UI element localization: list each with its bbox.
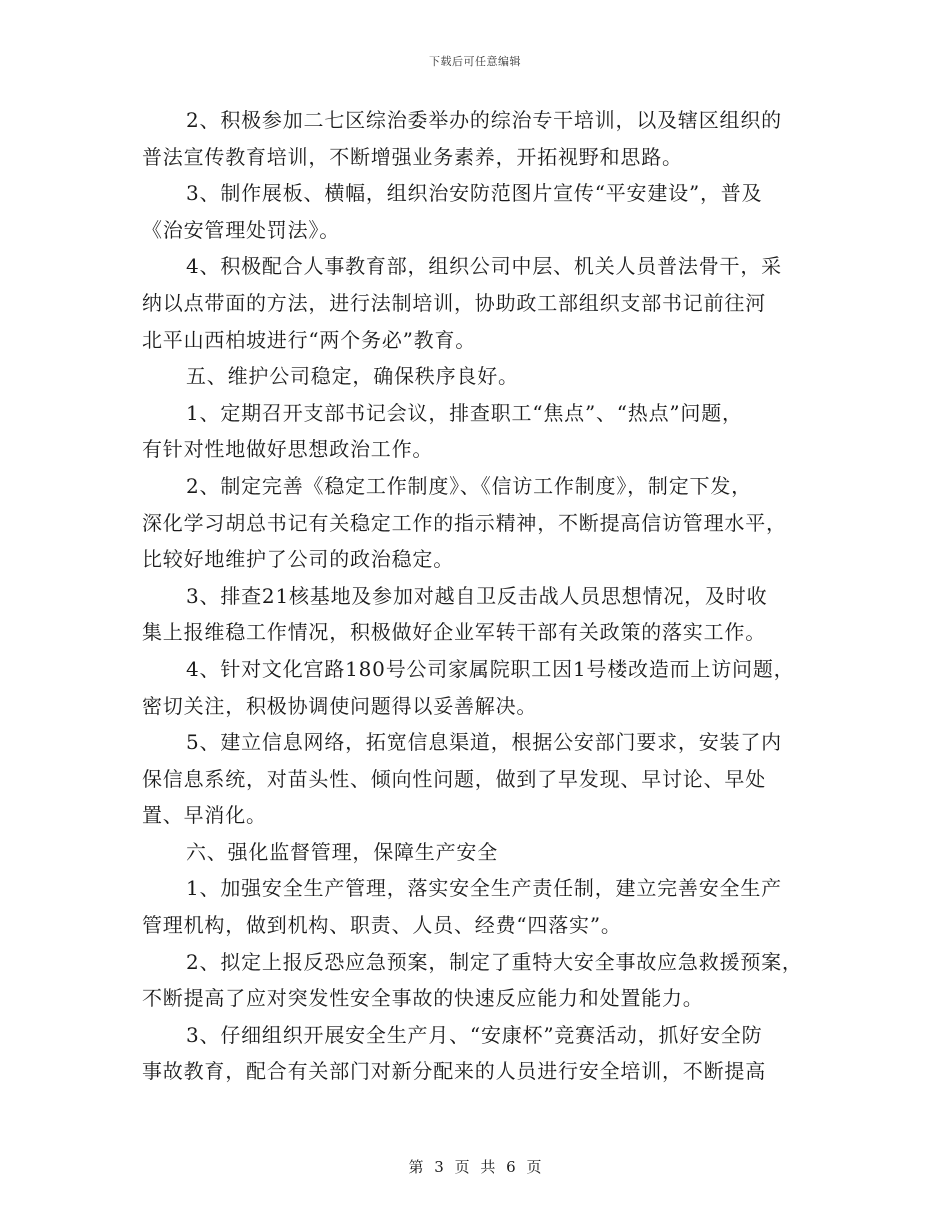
text-line: 3、排查21核基地及参加对越自卫反击战人员思想情况，及时收 — [186, 585, 768, 608]
text-line: 4、积极配合人事教育部，组织公司中层、机关人员普法骨干，采 — [186, 256, 782, 279]
text-line: 2、拟定上报反恐应急预案，制定了重特大安全事故应急救援预案， — [186, 951, 803, 974]
text-line: 2、积极参加二七区综治委举办的综治专干培训，以及辖区组织的 — [186, 110, 782, 132]
page-number-footer: 第 3 页 共 6 页 — [408, 1158, 542, 1176]
text-line: 2、制定完善《稳定工作制度》、《信访工作制度》，制定下发， — [186, 475, 752, 498]
text-line: 纳以点带面的方法，进行法制培训，协助政工部组织支部书记前往河 — [142, 292, 766, 315]
text-line: 密切关注，积极协调使问题得以妥善解决。 — [142, 695, 538, 718]
text-line: 保信息系统，对苗头性、倾向性问题，做到了早发现、早讨论、早处 — [142, 768, 766, 791]
text-line: 3、制作展板、横幅，组织治安防范图片宣传“平安建设”，普及 — [186, 183, 763, 206]
text-line: 五、维护公司稳定，确保秩序良好。 — [186, 366, 519, 389]
text-line: 有针对性地做好思想政治工作。 — [142, 439, 434, 462]
text-line: 管理机构，做到机构、职责、人员、经费“四落实”。 — [142, 915, 622, 938]
text-line: 比较好地维护了公司的政治稳定。 — [142, 549, 454, 572]
text-line: 不断提高了应对突发性安全事故的快速反应能力和处置能力。 — [142, 988, 704, 1011]
text-line: 普法宣传教育培训，不断增强业务素养，开拓视野和思路。 — [142, 146, 683, 169]
text-line: 1、加强安全生产管理，落实安全生产责任制，建立完善安全生产 — [186, 878, 782, 901]
document-body — [142, 110, 812, 1098]
text-line: 事故教育，配合有关部门对新分配来的人员进行安全培训，不断提高 — [142, 1061, 766, 1084]
text-line: 北平山西柏坡进行“两个务必”教育。 — [142, 329, 477, 352]
text-line: 六、强化监督管理，保障生产安全 — [186, 841, 498, 864]
text-line: 5、建立信息网络，拓宽信息渠道，根据公安部门要求，安装了内 — [186, 732, 782, 755]
text-line: 3、仔细组织开展安全生产月、“安康杯”竞赛活动，抓好安全防 — [186, 1024, 763, 1047]
text-line: 集上报维稳工作情况，积极做好企业军转干部有关政策的落实工作。 — [142, 622, 766, 645]
text-line: 4、针对文化宫路180号公司家属院职工因1号楼改造而上访问题， — [186, 658, 795, 681]
text-line: 深化学习胡总书记有关稳定工作的指示精神，不断提高信访管理水平， — [142, 512, 787, 535]
text-line: 置、早消化。 — [142, 805, 267, 828]
text-line: 1、定期召开支部书记会议，排查职工“焦点”、“热点”问题， — [186, 402, 743, 425]
text-line: 《治安管理处罚法》。 — [142, 219, 340, 242]
page-header: 下载后可任意编辑 — [429, 55, 521, 68]
